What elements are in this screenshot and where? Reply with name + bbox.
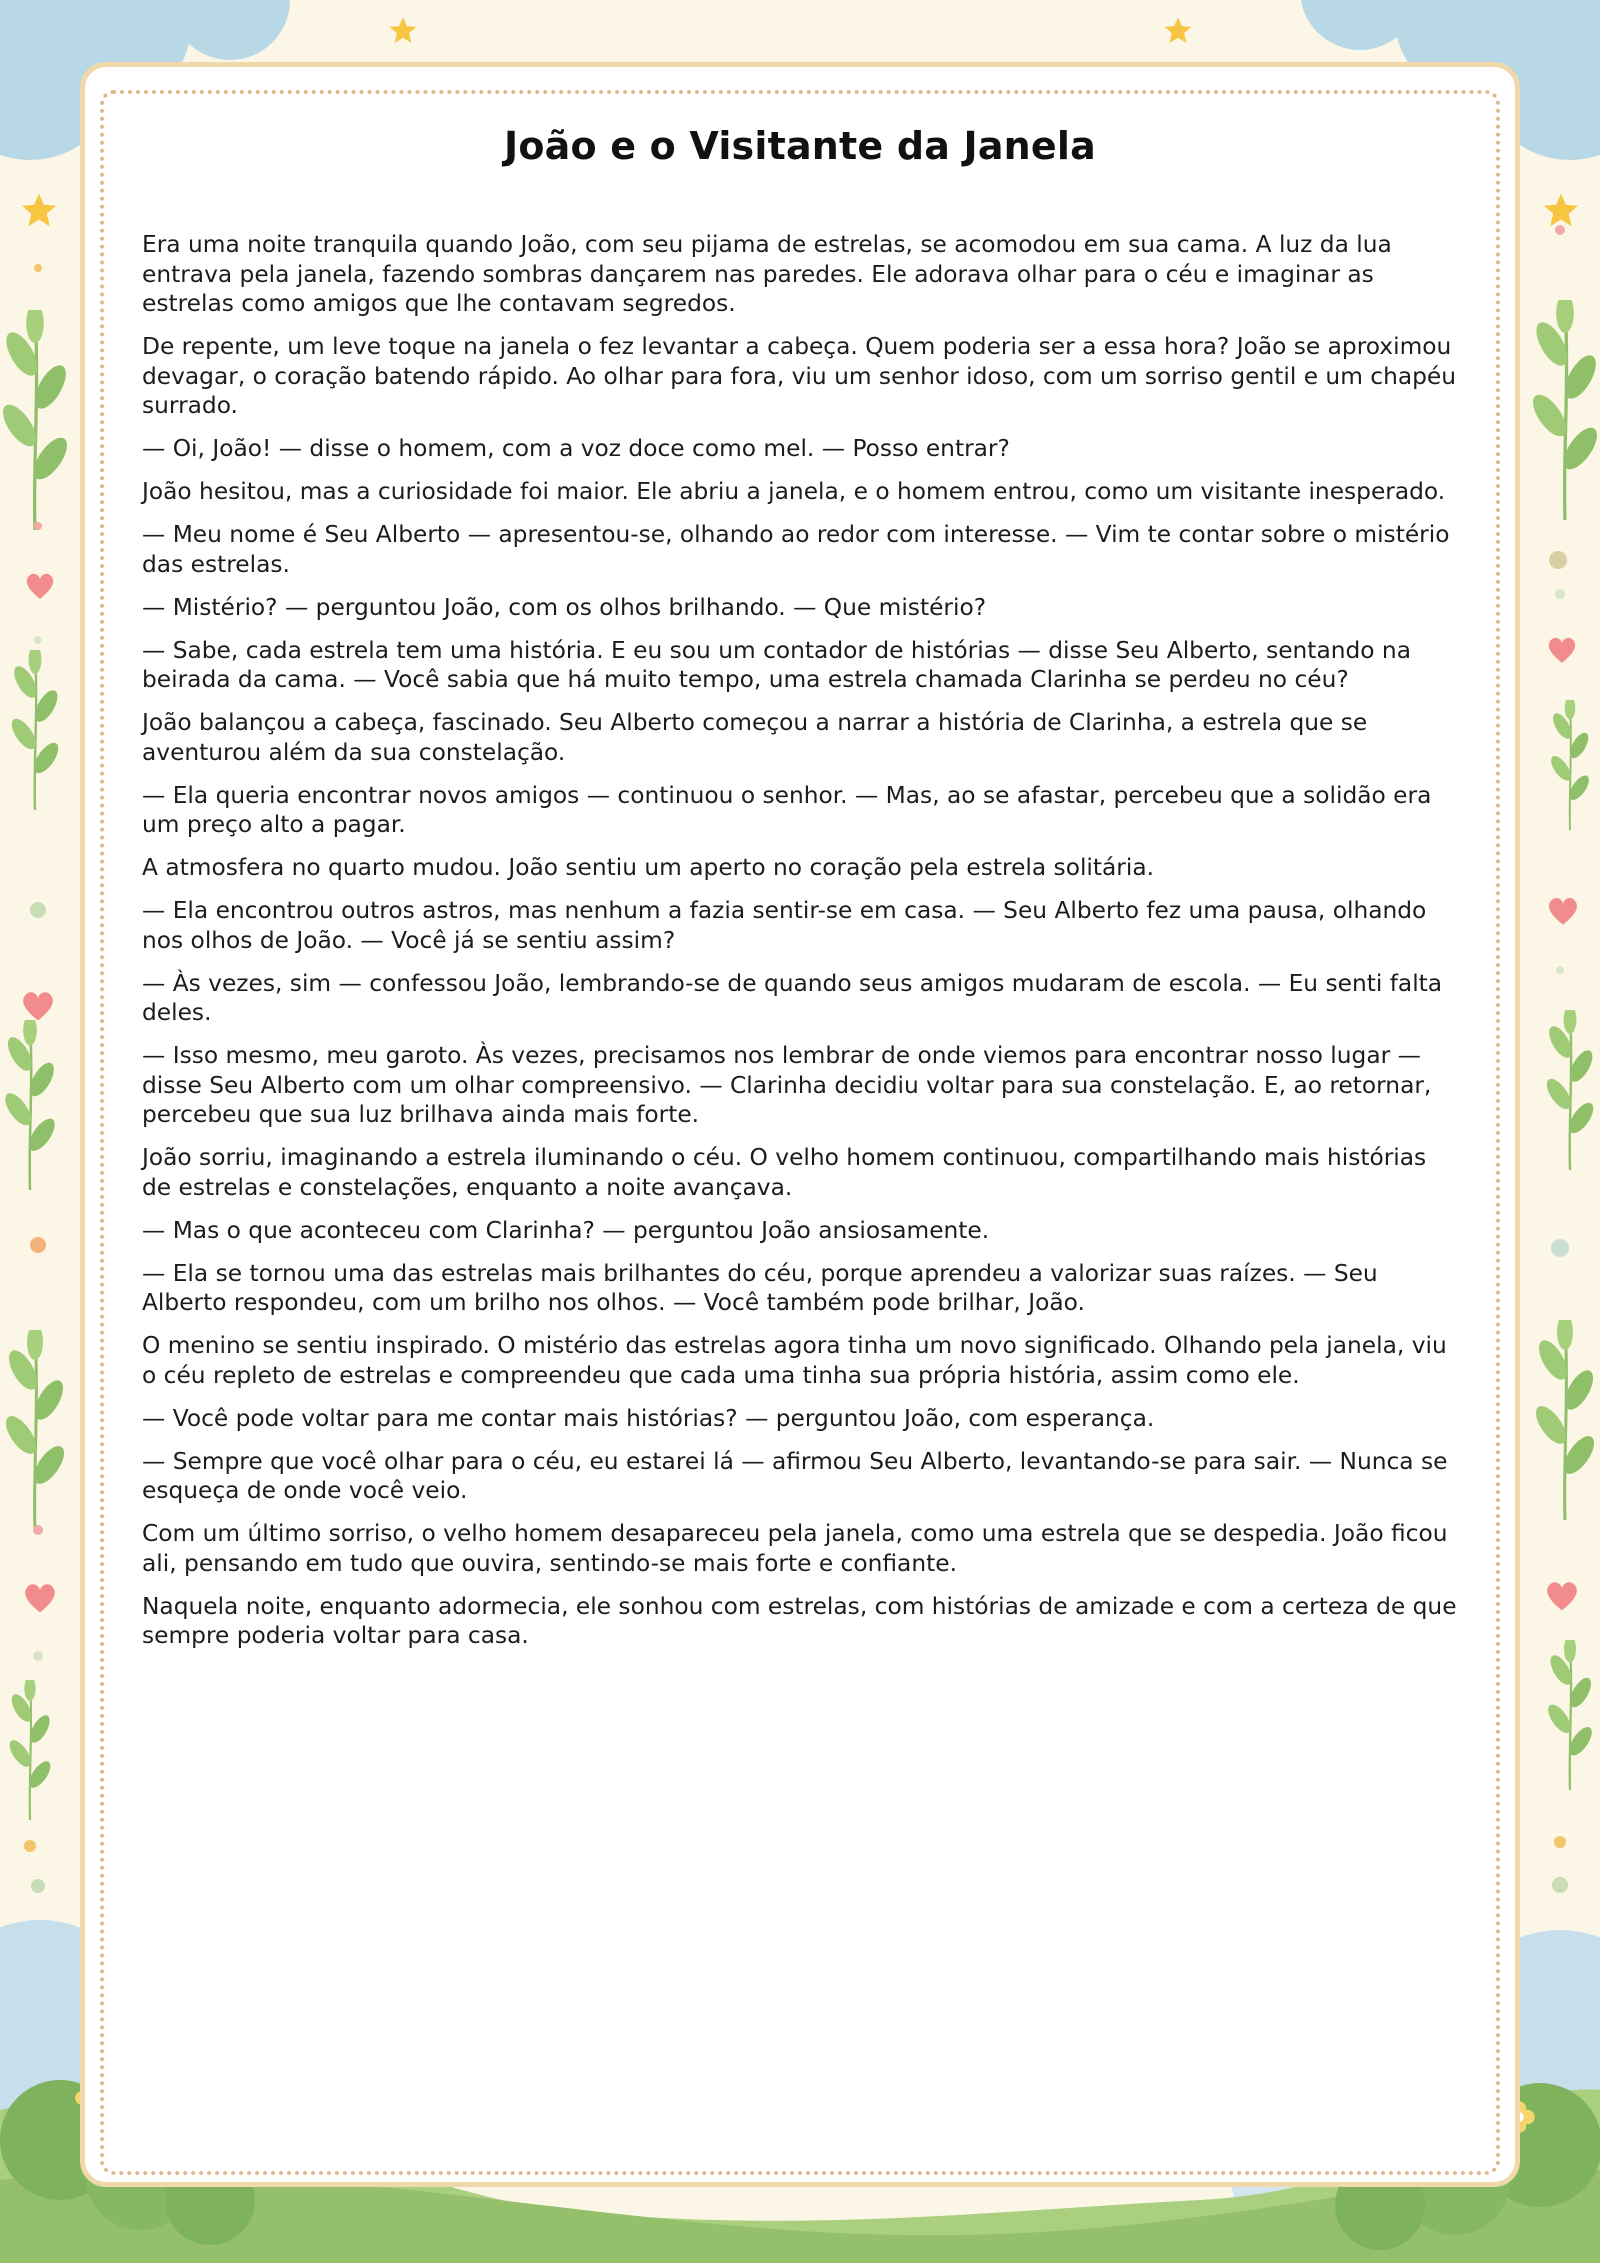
leaf-sprig-icon — [0, 303, 73, 530]
leaf-sprig-icon — [0, 1015, 59, 1190]
leaf-sprig-icon — [1544, 1636, 1596, 1791]
paragraph: O menino se sentiu inspirado. O mistério das estrelas agora tinha um novo significado. Olhando pela janela, viu o céu repleto de estrelas e compreendeu que cada uma tinha sua própria história, assim como ele. — [142, 1332, 1447, 1389]
paragraph: Era uma noite tranquila quando João, com seu pijama de estrelas, se acomodou em sua cama. A luz da lua entrava pela janela, fazendo sombras dançarem nas paredes. Ele adorava olhar para o céu e imaginar as estrelas como amigos que lhe contavam segredos. — [142, 231, 1392, 317]
paragraph: — Isso mesmo, meu garoto. Às vezes, precisamos nos lembrar de onde viemos para encontrar nosso lugar — disse Seu Alberto com um olhar compreensivo. — Clarinha decidiu voltar para sua constelação. E, ao retornar, percebeu que sua luz brilhava ainda mais forte. — [142, 1042, 1432, 1128]
paragraph: — Meu nome é Seu Alberto — apresentou-se, olhando ao redor com interesse. — Vim te contar sobre o mistério das estrelas. — [142, 521, 1450, 578]
paragraph: — Sempre que você olhar para o céu, eu estarei lá — afirmou Seu Alberto, levantando-se para sair. — Nunca se esqueça de onde você veio. — [142, 1447, 1448, 1504]
star-icon — [1544, 194, 1578, 226]
star-icon — [22, 194, 56, 226]
paragraph: — Às vezes, sim — confessou João, lembrando-se de quando seus amigos mudaram de escola. — Eu senti falta deles. — [142, 969, 1443, 1026]
paragraph: — Oi, João! — disse o homem, com a voz doce como mel. — Posso entrar? — [142, 435, 1010, 462]
paragraph: João balançou a cabeça, fascinado. Seu Alberto começou a narrar a história de Clarinha, a estrela que se aventurou além da sua constelação. — [142, 709, 1368, 766]
paragraph: — Ela queria encontrar novos amigos — continuou o senhor. — Mas, ao se afastar, percebeu que a solidão era um preço alto a pagar. — [142, 781, 1432, 838]
paragraph: João sorriu, imaginando a estrela iluminando o céu. O velho homem continuou, compartilhando mais histórias de estrelas e constelações, enquanto a noite avançava. — [142, 1144, 1427, 1201]
leaf-sprig-icon — [1527, 293, 1600, 520]
paragraph: Com um último sorriso, o velho homem desapareceu pela janela, como uma estrela que se despedia. João ficou ali, pensando em tudo que ouvira, sentindo-se mais forte e confiante. — [142, 1520, 1448, 1577]
star-icon — [1165, 18, 1192, 44]
heart-icon — [1549, 638, 1575, 663]
paragraph: — Mas o que aconteceu com Clarinha? — perguntou João ansiosamente. — [142, 1216, 990, 1244]
heart-icon — [23, 992, 53, 1020]
paragraph: — Ela encontrou outros astros, mas nenhum a fazia sentir-se em casa. — Seu Alberto fez uma pausa, olhando nos olhos de João. — Você já se sentiu assim? — [142, 897, 1427, 954]
heart-icon — [1549, 898, 1577, 925]
story-body — [142, 230, 1462, 1664]
paragraph: — Sabe, cada estrela tem uma história. E eu sou um contador de histórias — disse Seu Alberto, sentando na beirada da cama. — Você sabia que há muito tempo, uma estrela chamada Clarinha se perdeu no céu? — [142, 636, 1411, 693]
heart-icon — [27, 574, 53, 599]
paragraph: De repente, um leve toque na janela o fez levantar a cabeça. Quem poderia ser a essa hora? João se aproximou devagar, o coração batendo rápido. Ao olhar para fora, viu um senhor idoso, com um sorriso gentil e um chapéu surrado. — [142, 333, 1457, 419]
paragraph: — Você pode voltar para me contar mais histórias? — perguntou João, com esperança. — [142, 1404, 1155, 1432]
paragraph: — Mistério? — perguntou João, com os olhos brilhando. — Que mistério? — [142, 593, 987, 621]
star-icon — [390, 18, 417, 44]
leaf-sprig-icon — [6, 1676, 55, 1820]
leaf-sprig-icon — [7, 645, 63, 810]
story-title: João e o Visitante da Janela — [504, 124, 1096, 168]
leaf-sprig-icon — [1547, 696, 1592, 830]
heart-icon — [25, 1584, 55, 1612]
leaf-sprig-icon — [0, 1324, 70, 1530]
paragraph: — Ela se tornou uma das estrelas mais brilhantes do céu, porque aprendeu a valorizar suas raízes. — Seu Alberto respondeu, com um brilho nos olhos. — Você também pode brilhar, João. — [142, 1259, 1378, 1316]
leaf-sprig-icon — [1542, 1005, 1598, 1170]
paragraph: A atmosfera no quarto mudou. João sentiu um aperto no coração pela estrela solitária. — [142, 854, 1155, 881]
paragraph: Naquela noite, enquanto adormecia, ele sonhou com estrelas, com histórias de amizade e com a certeza de que sempre poderia voltar para casa. — [142, 1592, 1457, 1649]
heart-icon — [1547, 1582, 1577, 1610]
paragraph: João hesitou, mas a curiosidade foi maior. Ele abriu a janela, e o homem entrou, como um visitante inesperado. — [142, 478, 1446, 505]
leaf-sprig-icon — [1530, 1314, 1600, 1520]
